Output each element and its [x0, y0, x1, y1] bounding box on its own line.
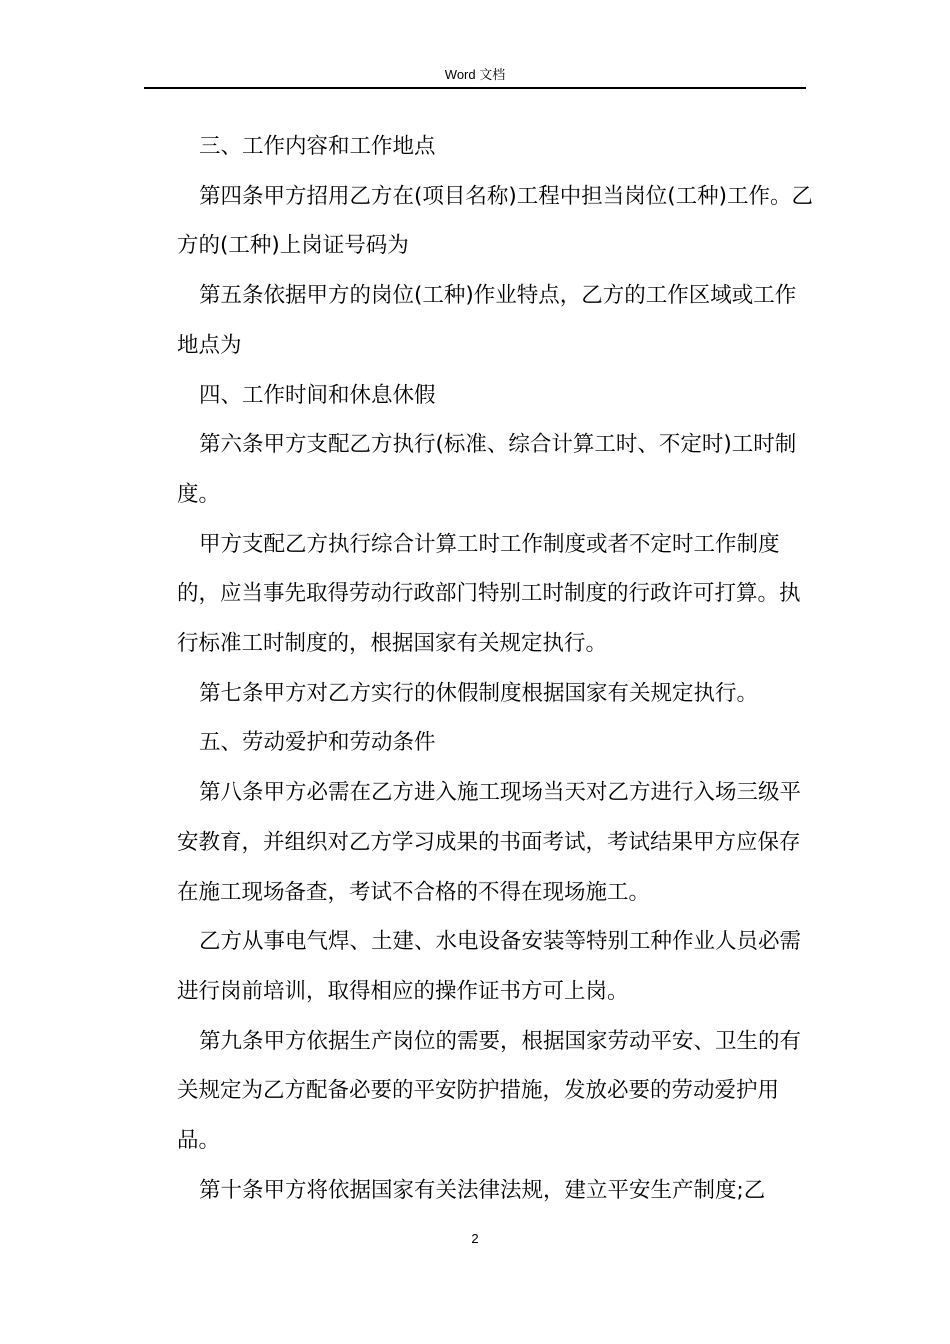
document-body — [177, 122, 817, 1215]
section-heading: 三、工作内容和工作地点 — [199, 134, 436, 159]
page-number: 2 — [471, 1231, 479, 1246]
section-heading: 五、劳动爱护和劳动条件 — [199, 730, 436, 756]
header-divider — [144, 87, 806, 89]
section-heading: 四、工作时间和休息休假 — [199, 382, 436, 408]
article-paragraph: 第九条甲方依据生产岗位的需要，根据国家劳动平安、卫生的有关规定为乙方配备必要的平安防护措施，发放必要的劳动爱护用品。 — [177, 1028, 802, 1154]
article-paragraph: 第八条甲方必需在乙方进入施工现场当天对乙方进行入场三级平安教育，并组织对乙方学习成果的书面考试，考试结果甲方应保存在施工现场备查，考试不合格的不得在现场施工。 — [177, 780, 802, 905]
article-paragraph: 甲方支配乙方执行综合计算工时工作制度或者不定时工作制度的，应当事先取得劳动行政部门特别工时制度的行政许可打算。执行标准工时制度的，根据国家有关规定执行。 — [177, 531, 801, 657]
article-paragraph: 第十条甲方将依据国家有关法律法规，建立平安生产制度;乙 — [199, 1177, 766, 1203]
article-paragraph: 第七条甲方对乙方实行的休假制度根据国家有关规定执行。 — [199, 680, 759, 706]
article-paragraph: 乙方从事电气焊、土建、水电设备安装等特别工种作业人员必需进行岗前培训，取得相应的操作证书方可上岗。 — [177, 929, 802, 1004]
article-paragraph: 第五条依据甲方的岗位(工种)作业特点，乙方的工作区域或工作地点为 — [177, 283, 797, 358]
article-paragraph: 第六条甲方支配乙方执行(标准、综合计算工时、不定时)工时制度。 — [177, 432, 797, 507]
article-paragraph: 第四条甲方招用乙方在(项目名称)工程中担当岗位(工种)工作。乙方的(工种)上岗证号码为 — [177, 183, 814, 259]
page-header-title: Word 文档 — [444, 67, 506, 82]
